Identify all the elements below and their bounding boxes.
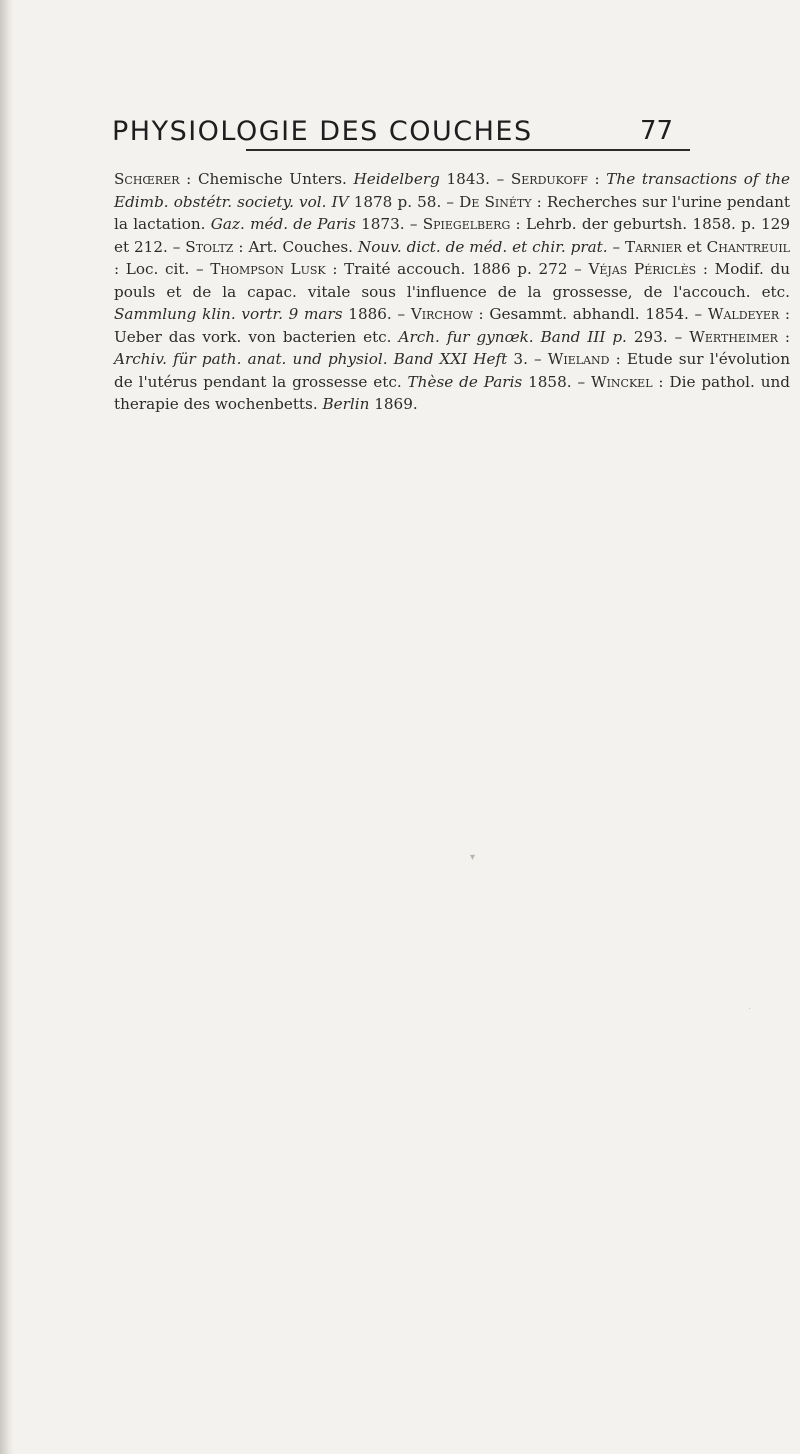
reference-title: Modif. du pouls et de la capac. vitale sous l'influence de la grossesse, de l'accouch. etc. — [114, 260, 790, 301]
reference-author: Winckel — [590, 372, 653, 391]
reference-date: 1873. – — [355, 215, 423, 233]
reference-separator: et — [681, 237, 707, 256]
header-rule — [246, 149, 690, 151]
reference-title: Etude sur l'évolution de l'utérus pendant la grossesse etc. — [114, 350, 790, 391]
reference-author: Wieland — [547, 350, 610, 368]
reference-separator: : — [472, 305, 490, 323]
reference-title: Traité accouch. 1886 p. 272 – — [344, 260, 589, 278]
reference-source: Berlin — [322, 395, 370, 413]
reference-date: 3. – — [507, 350, 548, 368]
reference-title: Gesammt. abhandl. 1854. – — [489, 305, 708, 323]
reference-title: Chemische Unters. — [197, 170, 354, 188]
reference-separator: : — [696, 260, 715, 278]
reference-source: Archiv. für path. anat. und physiol. Band XXI Heft — [114, 350, 508, 368]
reference-source: Nouv. dict. de méd. et chir. prat. — [357, 237, 608, 256]
reference-source: Heidelberg — [353, 170, 440, 188]
reference-date: 1878 p. 58. – — [348, 192, 460, 211]
reference-separator: : — [779, 305, 791, 323]
reference-author: Véjas Périclès — [588, 260, 697, 278]
reference-author: Wertheimer — [689, 327, 778, 346]
reference-author: De Sinéty — [459, 192, 532, 211]
paper-speck: ▾ — [470, 852, 476, 863]
reference-author: Thompson Lusk — [210, 260, 326, 278]
reference-source: Thèse de Paris — [407, 372, 523, 391]
reference-author: Schœrer — [114, 170, 180, 188]
reference-author: Spiegelberg — [422, 215, 511, 233]
reference-separator: : — [233, 237, 249, 256]
reference-title: Recherches sur l'urine pendant la lactation. — [114, 192, 790, 233]
reference-author: Tarnier — [625, 237, 682, 256]
reference-title: Lehrb. der geburtsh. 1858. p. 129 et 212. – — [114, 215, 790, 256]
reference-source: Sammlung klin. vortr. 9 mars — [114, 305, 343, 323]
reference-date: 293. – — [626, 327, 690, 346]
bibliography-paragraph — [114, 168, 790, 416]
reference-source: The transactions of the Edimb. obstétr. society. vol. IV — [114, 170, 790, 211]
reference-date: – — [607, 237, 626, 256]
reference-separator: : — [587, 170, 607, 188]
reference-separator: : — [179, 170, 198, 188]
reference-author: Stoltz — [185, 237, 234, 256]
page-number: 77 — [640, 116, 674, 146]
reference-date: 1886. – — [342, 305, 411, 323]
reference-separator: : — [777, 327, 790, 346]
reference-author: Waldeyer — [707, 305, 780, 323]
reference-title: Art. Couches. — [248, 237, 358, 256]
paper-speck: · — [748, 1004, 752, 1015]
reference-author: Chantreuil — [706, 237, 790, 256]
reference-author: Serdukoff — [510, 170, 588, 188]
reference-separator: : — [114, 260, 126, 278]
reference-author: Virchow — [410, 305, 473, 323]
reference-title: Die pathol. und therapie des wochenbetts. — [114, 372, 790, 413]
reference-separator: : — [325, 260, 345, 278]
reference-title: Loc. cit. – — [125, 260, 211, 278]
reference-source: Arch. fur gynœk. Band III p. — [398, 327, 627, 346]
reference-date: 1843. – — [439, 170, 511, 188]
reference-separator: : — [609, 350, 627, 368]
reference-separator: : — [510, 215, 526, 233]
reference-title: Ueber das vork. von bacterien etc. — [114, 327, 399, 346]
reference-separator: : — [652, 372, 670, 391]
reference-date: 1858. – — [522, 372, 591, 391]
reference-source: Gaz. méd. de Paris — [210, 215, 356, 233]
reference-separator: : — [531, 192, 547, 211]
running-title: PHYSIOLOGIE DES COUCHES — [112, 116, 533, 147]
reference-date: 1869. — [369, 395, 418, 413]
